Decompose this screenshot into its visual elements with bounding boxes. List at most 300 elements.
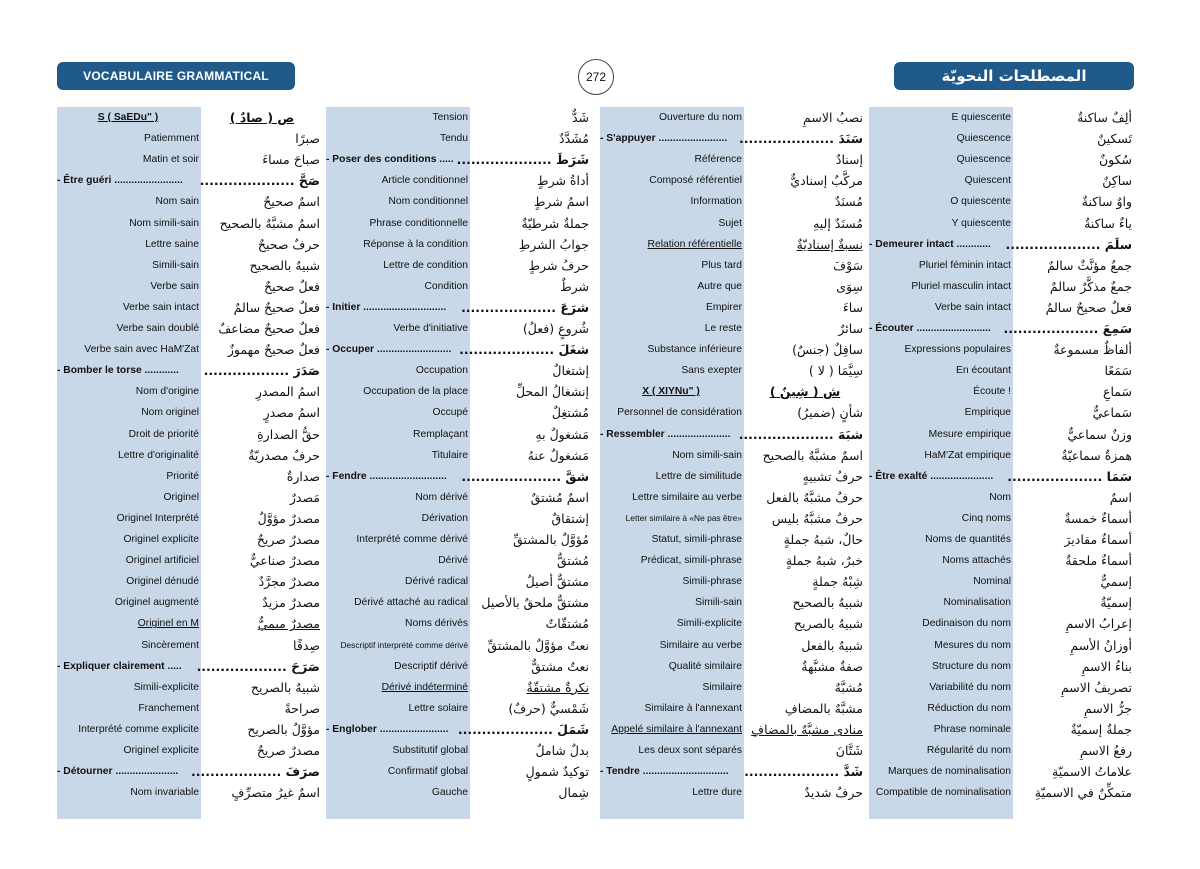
french-term (600, 170, 742, 191)
arabic-term-text: فعلٌ صحيحٌ مهموزٌ (227, 342, 320, 358)
french-term-text: Originel artificiel (125, 555, 199, 567)
arabic-term (747, 107, 863, 128)
french-term (326, 487, 468, 508)
arabic-term (473, 635, 589, 656)
glossary-entry (869, 149, 1134, 170)
glossary-entry (326, 276, 591, 297)
arabic-term-text: مؤوَّلٌ بالصريح (247, 721, 320, 737)
arabic-term-text: مصدرٌ ميميٌّ (257, 616, 320, 632)
french-term (869, 402, 1011, 423)
glossary-entry (869, 761, 1134, 782)
arabic-term-text: إشتقاقٌ (551, 510, 589, 526)
glossary-entry (869, 381, 1134, 402)
french-term (600, 719, 742, 740)
arabic-term (204, 318, 320, 339)
arabic-term-text: حرفٌ صحيحٌ (257, 236, 320, 252)
french-term-text: - Détourner ...................... (57, 766, 179, 778)
glossary-entry (600, 550, 865, 571)
french-term (326, 635, 468, 656)
french-term-text: Verbe sain doublé (116, 323, 199, 334)
arabic-term-text: شبيهٌ بالصحيح (249, 257, 320, 273)
french-term (600, 402, 742, 423)
arabic-term (473, 656, 589, 677)
glossary-entry (600, 191, 865, 212)
arabic-term-text: ألِفٌ ساكنةٌ (1077, 110, 1132, 125)
arabic-term (747, 445, 863, 466)
arabic-term (1016, 487, 1132, 508)
glossary-entry (869, 445, 1134, 466)
french-term (57, 170, 199, 191)
root-heading-row (326, 339, 591, 360)
french-term-text: S ( SaEDu" ) (97, 112, 159, 123)
glossary-entry (869, 635, 1134, 656)
french-term-text: Noms dérivés (405, 618, 468, 630)
french-term-text: Sincèrement (141, 639, 199, 651)
arabic-term-text: بناءُ الاسمِ (1081, 658, 1132, 674)
french-term (57, 297, 199, 318)
arabic-term-text: جمعٌ مذكَّرٌ سالمٌ (1049, 278, 1132, 294)
arabic-term-text: صَحَّ .................... (199, 173, 320, 189)
root-heading-row (326, 719, 591, 740)
french-term (326, 339, 468, 360)
french-term (600, 740, 742, 761)
french-term-text: Quiescence (956, 154, 1011, 166)
glossary-entry (869, 191, 1134, 212)
arabic-term (1016, 592, 1132, 613)
french-term-text: Ouverture du nom (659, 112, 742, 123)
arabic-term (473, 381, 589, 402)
french-term-text: - S'appuyer ........................ (600, 133, 728, 145)
arabic-term-text: حرفُ شرطٍ (528, 257, 589, 273)
arabic-term-text: اسمُ المصدرِ (255, 384, 320, 400)
header-title-french (57, 62, 295, 90)
arabic-term (473, 508, 589, 529)
glossary-entry (326, 487, 591, 508)
french-term-text: Mesure empirique (928, 428, 1011, 440)
arabic-term-text: صِدقًا (293, 637, 320, 653)
glossary-entry (869, 782, 1134, 803)
arabic-term-text: صباحَ مساءَ (262, 152, 320, 168)
arabic-term-text: سَمَا .................... (1007, 468, 1132, 484)
french-term-text: Nominalisation (943, 597, 1011, 609)
french-term (57, 339, 199, 360)
glossary-entry (326, 255, 591, 276)
french-term (869, 550, 1011, 571)
glossary-entry (869, 677, 1134, 698)
glossary-entry (869, 424, 1134, 445)
french-term (869, 656, 1011, 677)
arabic-term-text: شَمَلَ .................... (457, 721, 589, 737)
arabic-term (473, 276, 589, 297)
french-term-text: Originel dénudé (126, 576, 199, 588)
arabic-term-text: سَماعيٌّ (1092, 405, 1132, 421)
arabic-term-text: سَنَدَ .................... (739, 131, 863, 147)
french-term (57, 550, 199, 571)
arabic-term-text: سَمِعَ .................... (1003, 321, 1132, 336)
glossary-entry (326, 170, 591, 191)
french-term-text: Statut, simili-phrase (651, 534, 742, 545)
glossary-entry (326, 782, 591, 803)
header-title-arabic-text: المصطلحات النحويّة (941, 67, 1087, 85)
arabic-term-text: إنشغالُ المحلِّ (515, 384, 589, 400)
french-term-text: Référence (694, 154, 742, 166)
french-term-text: Substitutif global (392, 745, 468, 756)
arabic-term (204, 782, 320, 803)
french-term-text: Pluriel masculin intact (911, 280, 1011, 292)
french-term (57, 360, 199, 381)
french-term-text: Cinq noms (961, 512, 1011, 524)
arabic-term (1016, 149, 1132, 170)
french-term-text: Simili-sain (695, 597, 742, 609)
glossary-entry (869, 550, 1134, 571)
arabic-term (204, 276, 320, 297)
arabic-term-text: شأنٍ (ضميرُ) (797, 405, 863, 421)
arabic-term (204, 424, 320, 445)
arabic-term (747, 698, 863, 719)
arabic-term-text: منادى مشبَّهٌ بالمضافِ (751, 721, 863, 737)
arabic-term-text: أسماءٌ خمسةٌ (1064, 510, 1132, 526)
glossary-entry (57, 487, 322, 508)
arabic-term-text: جملةٌ إسميّةٌ (1070, 721, 1132, 737)
french-term-text: Quiescent (964, 175, 1011, 187)
french-term-text: Nom (989, 491, 1011, 503)
french-term-text: - Englober ........................ (326, 723, 449, 735)
glossary-entry (600, 571, 865, 592)
french-term (326, 782, 468, 803)
glossary-entry (326, 635, 591, 656)
arabic-term-text: إسميّةٌ (1100, 595, 1132, 611)
french-term (326, 255, 468, 276)
glossary-entry (869, 276, 1134, 297)
root-heading-row (869, 466, 1134, 487)
arabic-term-text: تَسكينٌ (1097, 131, 1132, 147)
glossary-entry (57, 424, 322, 445)
french-term (326, 128, 468, 149)
french-term (57, 656, 199, 677)
arabic-term-text: أوزانُ الأسمِ (1070, 637, 1132, 653)
root-heading-row (57, 360, 322, 381)
glossary-entry (869, 360, 1134, 381)
glossary-entry (57, 677, 322, 698)
arabic-term-text: سَماعِ (1103, 384, 1132, 400)
root-heading-row (326, 149, 591, 170)
french-term (869, 318, 1011, 339)
french-term-text: Pluriel féminin intact (918, 259, 1011, 271)
arabic-term-text: شبَهَ .................... (738, 426, 863, 442)
arabic-term-text: صرَفَ ................... (191, 764, 320, 780)
arabic-term-text: شغَلَ .................... (459, 342, 589, 358)
french-term-text: Nominal (973, 576, 1011, 588)
glossary-entry (57, 550, 322, 571)
french-term (869, 381, 1011, 402)
french-term-text: Nom originel (141, 407, 199, 419)
french-term-text: Compatible de nominalisation (875, 787, 1011, 799)
french-term (57, 635, 199, 656)
arabic-term-text: صَدَرَ .................. (203, 363, 320, 379)
arabic-term-text: إسنادٌ (835, 152, 863, 168)
arabic-term (473, 424, 589, 445)
glossary-entry (57, 719, 322, 740)
glossary-entry (326, 508, 591, 529)
french-term (869, 424, 1011, 445)
arabic-term (744, 761, 863, 782)
arabic-term-text: مُؤوَّلٌ بالمشتقِّ (513, 532, 589, 547)
arabic-term (204, 466, 320, 487)
arabic-term (204, 508, 320, 529)
french-term-text: Confirmatif global (387, 766, 468, 778)
french-term (326, 424, 468, 445)
arabic-term (1016, 255, 1132, 276)
french-term-text: Régularité du nom (926, 745, 1011, 756)
french-term-text: Dérivé indéterminé (381, 681, 468, 693)
arabic-term (473, 740, 589, 761)
arabic-term (747, 508, 863, 529)
arabic-term-text: مُشتقٌّ (556, 553, 589, 569)
arabic-term-text: شَدَّ .................... (744, 764, 863, 780)
french-term (326, 466, 468, 487)
french-term-text: Originel augmenté (114, 597, 199, 609)
arabic-term (1016, 782, 1132, 803)
arabic-term-text: مُشتغِلٌ (551, 405, 589, 421)
glossary-entry (57, 445, 322, 466)
arabic-term (747, 402, 863, 423)
arabic-term (473, 107, 589, 128)
french-term (600, 191, 742, 212)
french-term-text: Le reste (704, 323, 742, 334)
french-term (869, 635, 1011, 656)
french-term (326, 719, 468, 740)
french-term-text: Gauche (431, 787, 468, 799)
french-term-text: HaM'Zat empirique (924, 449, 1011, 461)
french-term-text: Nom sain (155, 196, 199, 208)
arabic-term-text: سِيَّمَا ( لا ) (808, 363, 863, 379)
arabic-term (204, 719, 320, 740)
french-term-text: Dedinaison du nom (922, 618, 1011, 630)
arabic-term (1016, 635, 1132, 656)
glossary-entry (326, 128, 591, 149)
glossary-column-4 (869, 107, 1134, 819)
arabic-term-text: اسمُ مصدرٍ (263, 405, 320, 421)
glossary-entry (326, 571, 591, 592)
arabic-term-text: اسمٌ مُشتقٌ (530, 489, 589, 505)
french-term-text: Occupation de la place (363, 386, 468, 398)
arabic-term (747, 339, 863, 360)
french-term (326, 571, 468, 592)
french-term (600, 508, 742, 529)
glossary-entry (326, 740, 591, 761)
arabic-term-text: نصبُ الاسمِ (803, 110, 863, 125)
french-term (326, 234, 468, 255)
arabic-term-text: مركَّبٌ إسناديٌّ (790, 173, 863, 189)
glossary-entry (57, 529, 322, 550)
root-heading-row (600, 424, 865, 445)
french-term-text: - Être guéri ........................ (57, 175, 183, 187)
arabic-term-text: إسميٌّ (1100, 574, 1132, 590)
glossary-entry (326, 698, 591, 719)
arabic-term-text: حرفُ تشبيهٍ (802, 468, 863, 484)
glossary-entry (869, 170, 1134, 191)
glossary-entry (600, 276, 865, 297)
french-term-text: Tension (432, 112, 468, 123)
arabic-term-text: تصريفُ الاسمِ (1060, 679, 1132, 695)
arabic-term-text: بدلٌ شاملٌ (535, 743, 589, 758)
glossary-entry (57, 234, 322, 255)
arabic-term-text: شبيهٌ بالفعل (801, 637, 863, 653)
glossary-entry (869, 592, 1134, 613)
arabic-term-text: متمكِّنٌ في الاسميّةِ (1034, 785, 1132, 801)
arabic-term (204, 255, 320, 276)
french-term-text: Lettre saine (145, 238, 199, 250)
french-term (869, 107, 1011, 128)
french-term-text: Letter similaire à «Ne pas être» (625, 512, 742, 523)
glossary-entry (326, 424, 591, 445)
french-term-text: Lettre de condition (383, 259, 468, 271)
arabic-term-text: نعتٌ مشتقٌّ (531, 658, 589, 674)
arabic-term (204, 213, 320, 234)
french-term (600, 213, 742, 234)
arabic-term (1016, 297, 1132, 318)
french-term (326, 297, 468, 318)
root-heading-row (326, 297, 591, 318)
french-term-text: Dérivé attaché au radical (354, 597, 468, 609)
glossary-entry (600, 613, 865, 634)
french-term-text: Nom invariable (130, 787, 199, 799)
french-term (57, 381, 199, 402)
glossary-entry (57, 213, 322, 234)
french-term (326, 191, 468, 212)
french-term (326, 761, 468, 782)
glossary-entry (57, 339, 322, 360)
arabic-term-text: سِوَى (836, 278, 863, 294)
arabic-term (456, 149, 589, 170)
arabic-term (1016, 360, 1132, 381)
arabic-term-text: مصدرٌ مؤوَّلٌ (257, 510, 320, 526)
header-title-arabic (894, 62, 1134, 90)
french-term-text: Originel Interprété (116, 512, 199, 524)
french-term (57, 445, 199, 466)
french-term (600, 529, 742, 550)
french-term (600, 550, 742, 571)
glossary-entry (326, 318, 591, 339)
arabic-term-text: اسمٌ مشبَّهٌ بالصحيح (762, 447, 863, 463)
french-term-text: Descriptif dérivé (394, 660, 468, 672)
french-term (869, 360, 1011, 381)
glossary-entry (600, 656, 865, 677)
french-term-text: Réponse à la condition (363, 238, 468, 250)
arabic-term (461, 466, 589, 487)
arabic-term (204, 360, 320, 381)
arabic-term (747, 656, 863, 677)
french-term (326, 107, 468, 128)
arabic-term (459, 339, 589, 360)
french-term (869, 445, 1011, 466)
arabic-term-text: ساكِنٌ (1102, 173, 1132, 189)
arabic-term-text: ص ( صادٌ ) (229, 110, 295, 125)
letter-title-row (57, 107, 322, 128)
arabic-term-text: حالٌ، شبهُ جملةٍ (783, 532, 863, 547)
arabic-term (461, 297, 589, 318)
arabic-term (473, 550, 589, 571)
french-term (57, 466, 199, 487)
french-term-text: Écoute ! (973, 386, 1011, 398)
french-term (869, 191, 1011, 212)
arabic-term (204, 529, 320, 550)
arabic-term-text: صدارةٌ (286, 468, 320, 484)
glossary-entry (57, 592, 322, 613)
french-term-text: Verbe sain intact (934, 301, 1011, 313)
arabic-term (473, 191, 589, 212)
arabic-term (473, 592, 589, 613)
french-term-text: Structure du nom (932, 660, 1011, 672)
french-term (57, 128, 199, 149)
root-heading-row (869, 318, 1134, 339)
french-term (600, 571, 742, 592)
french-term (57, 529, 199, 550)
french-term (326, 677, 468, 698)
glossary-entry (57, 297, 322, 318)
french-term-text: - Tendre .............................. (600, 766, 729, 778)
glossary-entry (600, 360, 865, 381)
glossary-entry (326, 213, 591, 234)
arabic-term (747, 613, 863, 634)
glossary-entry (600, 234, 865, 255)
glossary-entry (600, 339, 865, 360)
arabic-term (473, 698, 589, 719)
glossary-entry (57, 402, 322, 423)
glossary-entry (869, 402, 1134, 423)
french-term-text: - Fendre ........................... (326, 470, 447, 482)
arabic-term-text: شبيهٌ بالصريح (250, 679, 320, 695)
arabic-term (196, 656, 320, 677)
arabic-term (204, 635, 320, 656)
french-term (600, 318, 742, 339)
arabic-term-text: سلَمَ .................... (1005, 236, 1132, 252)
arabic-term-text: ش ( شِينٌ ) (769, 384, 841, 400)
glossary-entry (869, 508, 1134, 529)
glossary-entry (869, 487, 1134, 508)
arabic-term (1016, 508, 1132, 529)
glossary-entry (57, 191, 322, 212)
arabic-term-text: مشبَّهٌ بالمضافِ (784, 700, 863, 716)
arabic-term-text: جملةٌ شرطيّةٌ (521, 215, 589, 231)
french-term (57, 761, 199, 782)
arabic-term-text: جرُّ الاسمِ (1084, 700, 1132, 716)
french-term (869, 276, 1011, 297)
french-term-text: Information (690, 196, 742, 208)
arabic-term-text: شِمال (558, 785, 589, 801)
glossary-entry (869, 339, 1134, 360)
french-term-text: Simili-explicite (133, 681, 199, 693)
arabic-term (1016, 402, 1132, 423)
french-term (326, 276, 468, 297)
arabic-term (747, 360, 863, 381)
french-term (57, 487, 199, 508)
french-term (326, 550, 468, 571)
french-term (326, 656, 468, 677)
arabic-term-text: حرفٌ مشبَّهٌ بالفعل (766, 489, 863, 505)
french-term-text: Sans exepter (681, 365, 742, 377)
arabic-term (747, 719, 863, 740)
arabic-term (204, 297, 320, 318)
french-term-text: Occupation (415, 365, 468, 377)
arabic-term (1016, 381, 1132, 402)
arabic-term (1016, 107, 1132, 128)
arabic-term (204, 677, 320, 698)
french-term-text: Phrase nominale (933, 723, 1011, 735)
arabic-term (204, 191, 320, 212)
french-term (600, 782, 742, 803)
arabic-term-text: أداةُ شرطٍ (537, 173, 589, 189)
